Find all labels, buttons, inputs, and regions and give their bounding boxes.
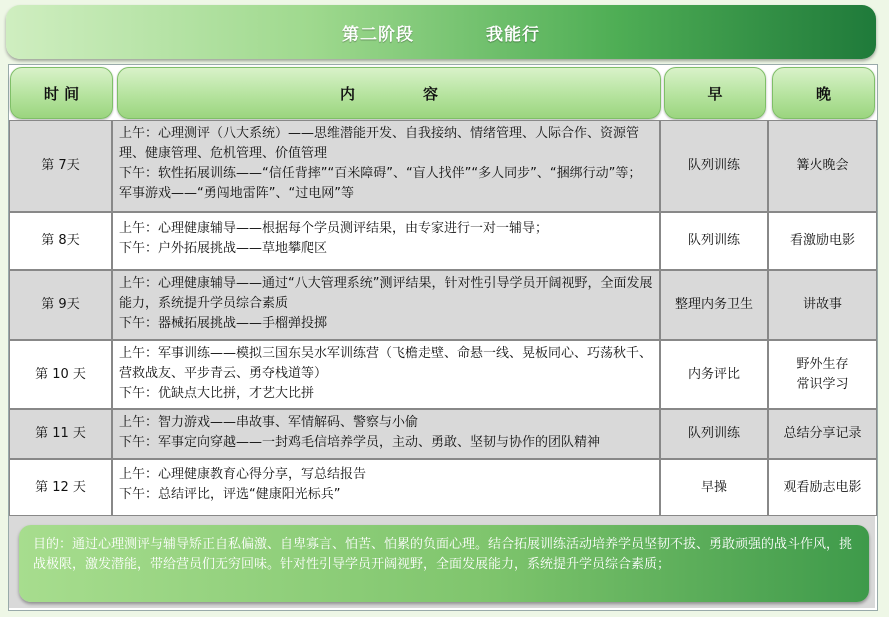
header-morning-label: 早 bbox=[707, 84, 723, 103]
evening-label: 观看励志电影 bbox=[783, 479, 862, 495]
header-morning bbox=[664, 67, 766, 119]
morning-cell bbox=[660, 270, 768, 340]
content-line: 下午：器械拓展挑战——手榴弹投掷 bbox=[119, 316, 328, 331]
content-line: 下午：总结评比，评选“健康阳光标兵” bbox=[119, 487, 341, 502]
day-cell bbox=[9, 120, 112, 212]
header-content-label-1: 内 bbox=[339, 84, 355, 103]
content-line: 上午：心理测评（八大系统）——思维潜能开发、自我接纳、情绪管理、人际合作、资源管理、健康管理、危机管理、价值管理 bbox=[119, 126, 640, 161]
table-row bbox=[9, 409, 877, 459]
purpose-box bbox=[19, 525, 869, 602]
table-row bbox=[9, 270, 877, 340]
content-line: 上午：智力游戏——串故事、军情解码、警察与小偷 bbox=[119, 415, 419, 430]
evening-label: 篝火晚会 bbox=[796, 158, 849, 173]
evening-label: 常识学习 bbox=[796, 376, 849, 392]
day-cell bbox=[9, 212, 112, 270]
morning-label: 队列训练 bbox=[687, 426, 740, 441]
content-line: 下午：军事定向穿越——一封鸡毛信培养学员，主动、勇敢、坚韧与协作的团队精神 bbox=[119, 435, 601, 450]
day-cell bbox=[9, 409, 112, 459]
day-label: 第 9天 bbox=[41, 297, 80, 312]
day-label: 第 12 天 bbox=[35, 479, 86, 495]
stage-banner bbox=[6, 5, 876, 59]
content-cell bbox=[112, 340, 660, 409]
content-line: 上午：心理健康辅导——根据每个学员测评结果，由专家进行一对一辅导； bbox=[119, 221, 549, 236]
morning-cell bbox=[660, 459, 768, 516]
morning-cell bbox=[660, 212, 768, 270]
day-label: 第 8天 bbox=[41, 233, 80, 248]
day-cell bbox=[9, 459, 112, 516]
header-time bbox=[10, 67, 113, 119]
table-row bbox=[9, 340, 877, 409]
purpose-text: 目的：通过心理测评与辅导矫正自私偏激、自卑寡言、怕苦、怕累的负面心理。结合拓展训练活动培养学员坚韧不拔、勇敢顽强的战斗作风，挑战极限，激发潜能，带给营员们无穷回味。针对性引导学员开阔视野，全面发展能力，系统提升学员综合素质； bbox=[33, 537, 853, 572]
day-label: 第 11 天 bbox=[35, 426, 86, 441]
morning-label: 整理内务卫生 bbox=[674, 297, 753, 312]
evening-cell bbox=[768, 120, 877, 212]
morning-cell bbox=[660, 409, 768, 459]
content-cell bbox=[112, 409, 660, 459]
content-line: 下午：户外拓展挑战——草地攀爬区 bbox=[119, 241, 328, 256]
content-line: 下午：软性拓展训练——“信任背摔”“百米障碍”、“盲人找伴”“多人同步”、“捆绑行动”等； 军事游戏——“勇闯地雷阵”、“过电网”等 bbox=[119, 166, 642, 201]
morning-label: 队列训练 bbox=[687, 158, 740, 173]
evening-cell bbox=[768, 212, 877, 270]
morning-label: 早操 bbox=[700, 479, 727, 495]
evening-label: 讲故事 bbox=[802, 297, 842, 312]
stage-slogan: 我能行 bbox=[486, 24, 540, 45]
day-label: 第 10 天 bbox=[35, 366, 86, 382]
schedule-table bbox=[8, 64, 878, 611]
table-row bbox=[9, 212, 877, 270]
content-cell bbox=[112, 270, 660, 340]
header-content-label-2: 容 bbox=[423, 84, 439, 103]
table-row bbox=[9, 120, 877, 212]
evening-label: 看激励电影 bbox=[789, 233, 855, 248]
evening-label: 野外生存 bbox=[796, 356, 849, 372]
day-cell bbox=[9, 340, 112, 409]
morning-label: 内务评比 bbox=[687, 366, 740, 382]
day-label: 第 7天 bbox=[41, 158, 80, 173]
evening-cell bbox=[768, 459, 877, 516]
stage-title: 第二阶段 bbox=[342, 24, 414, 45]
header-time-label: 时 间 bbox=[43, 84, 80, 103]
evening-label: 总结分享记录 bbox=[783, 426, 862, 441]
evening-cell bbox=[768, 409, 877, 459]
content-cell bbox=[112, 459, 660, 516]
morning-cell bbox=[660, 120, 768, 212]
day-cell bbox=[9, 270, 112, 340]
evening-cell bbox=[768, 270, 877, 340]
header-evening-label: 晚 bbox=[815, 84, 831, 103]
content-line: 下午：优缺点大比拼，才艺大比拼 bbox=[119, 386, 315, 401]
evening-cell bbox=[768, 340, 877, 409]
content-cell bbox=[112, 120, 660, 212]
content-line: 上午：心理健康辅导——通过“八大管理系统”测评结果，针对性引导学员开阔视野，全面发展能力，系统提升学员综合素质 bbox=[119, 276, 653, 311]
content-line: 上午：军事训练——模拟三国东吴水军训练营（飞檐走壁、命悬一线、晃板同心、巧荡秋千、营救战友、平步青云、勇夺栈道等） bbox=[119, 346, 653, 381]
header-content bbox=[117, 67, 661, 119]
morning-cell bbox=[660, 340, 768, 409]
content-line: 上午：心理健康教育心得分享，写总结报告 bbox=[119, 467, 367, 482]
content-cell bbox=[112, 212, 660, 270]
header-evening bbox=[772, 67, 875, 119]
morning-label: 队列训练 bbox=[687, 233, 740, 248]
purpose-section bbox=[9, 516, 875, 608]
table-row bbox=[9, 459, 877, 516]
